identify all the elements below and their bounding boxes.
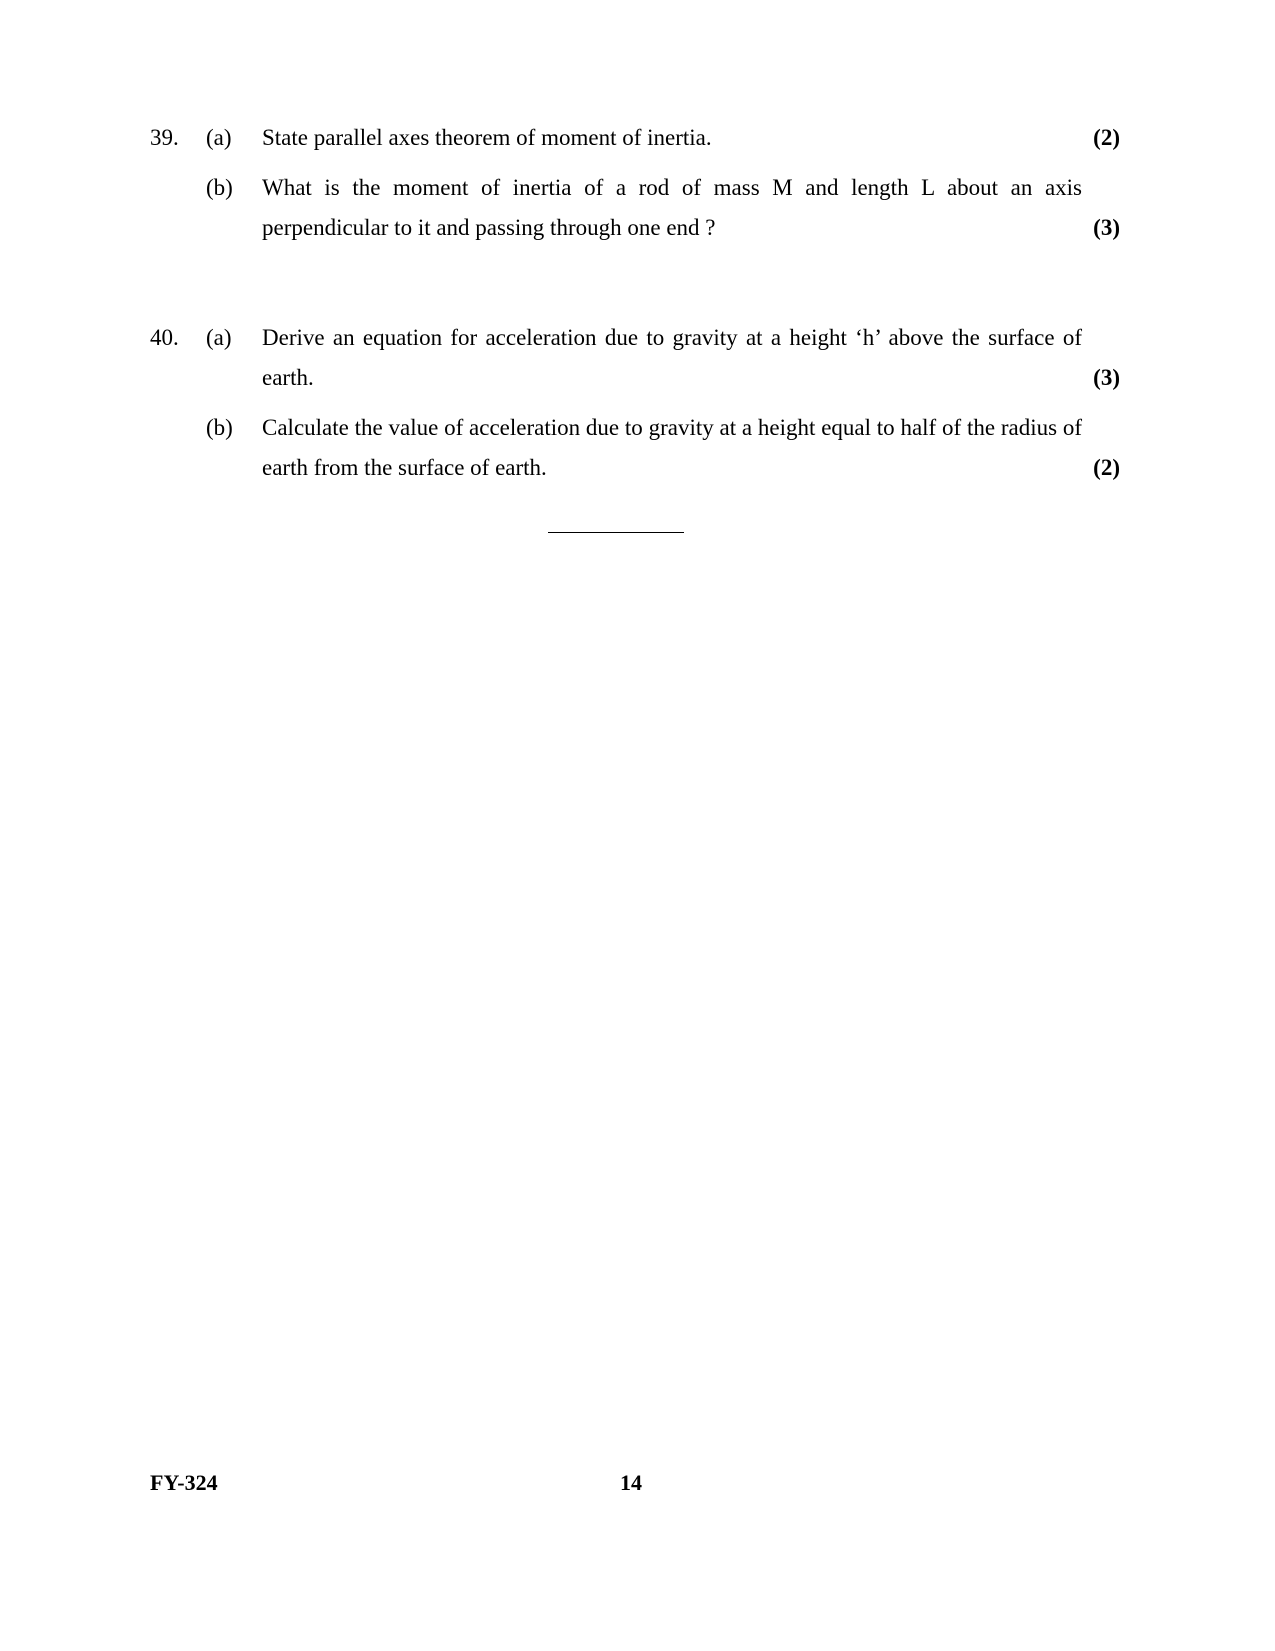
question-part xyxy=(150,118,1120,158)
part-label: (a) xyxy=(206,325,232,350)
question-part xyxy=(150,168,1120,248)
part-text: Calculate the value of acceleration due to gravity at a height equal to half of the radius of earth from the surface of earth. xyxy=(262,415,1082,480)
part-label: (b) xyxy=(206,415,233,440)
marks-badge: (2) xyxy=(1093,125,1120,150)
page-number: 14 xyxy=(620,1470,642,1495)
part-text: State parallel axes theorem of moment of inertia. xyxy=(262,125,712,150)
part-text: What is the moment of inertia of a rod of mass M and length L about an axis perpendicular to it and passing through one end ? xyxy=(262,175,1082,240)
paper-code: FY-324 xyxy=(150,1470,218,1495)
question-number: 39. xyxy=(150,125,179,150)
part-label: (a) xyxy=(206,125,232,150)
question-39 xyxy=(150,118,1120,248)
marks-badge: (3) xyxy=(1093,365,1120,390)
part-text: Derive an equation for acceleration due to gravity at a height ‘h’ above the surface of earth. xyxy=(262,325,1082,390)
end-divider xyxy=(548,532,684,533)
question-part xyxy=(150,408,1120,488)
question-part xyxy=(150,318,1120,398)
part-label: (b) xyxy=(206,175,233,200)
marks-badge: (3) xyxy=(1093,215,1120,240)
question-number: 40. xyxy=(150,325,179,350)
question-40 xyxy=(150,318,1120,488)
marks-badge: (2) xyxy=(1093,455,1120,480)
